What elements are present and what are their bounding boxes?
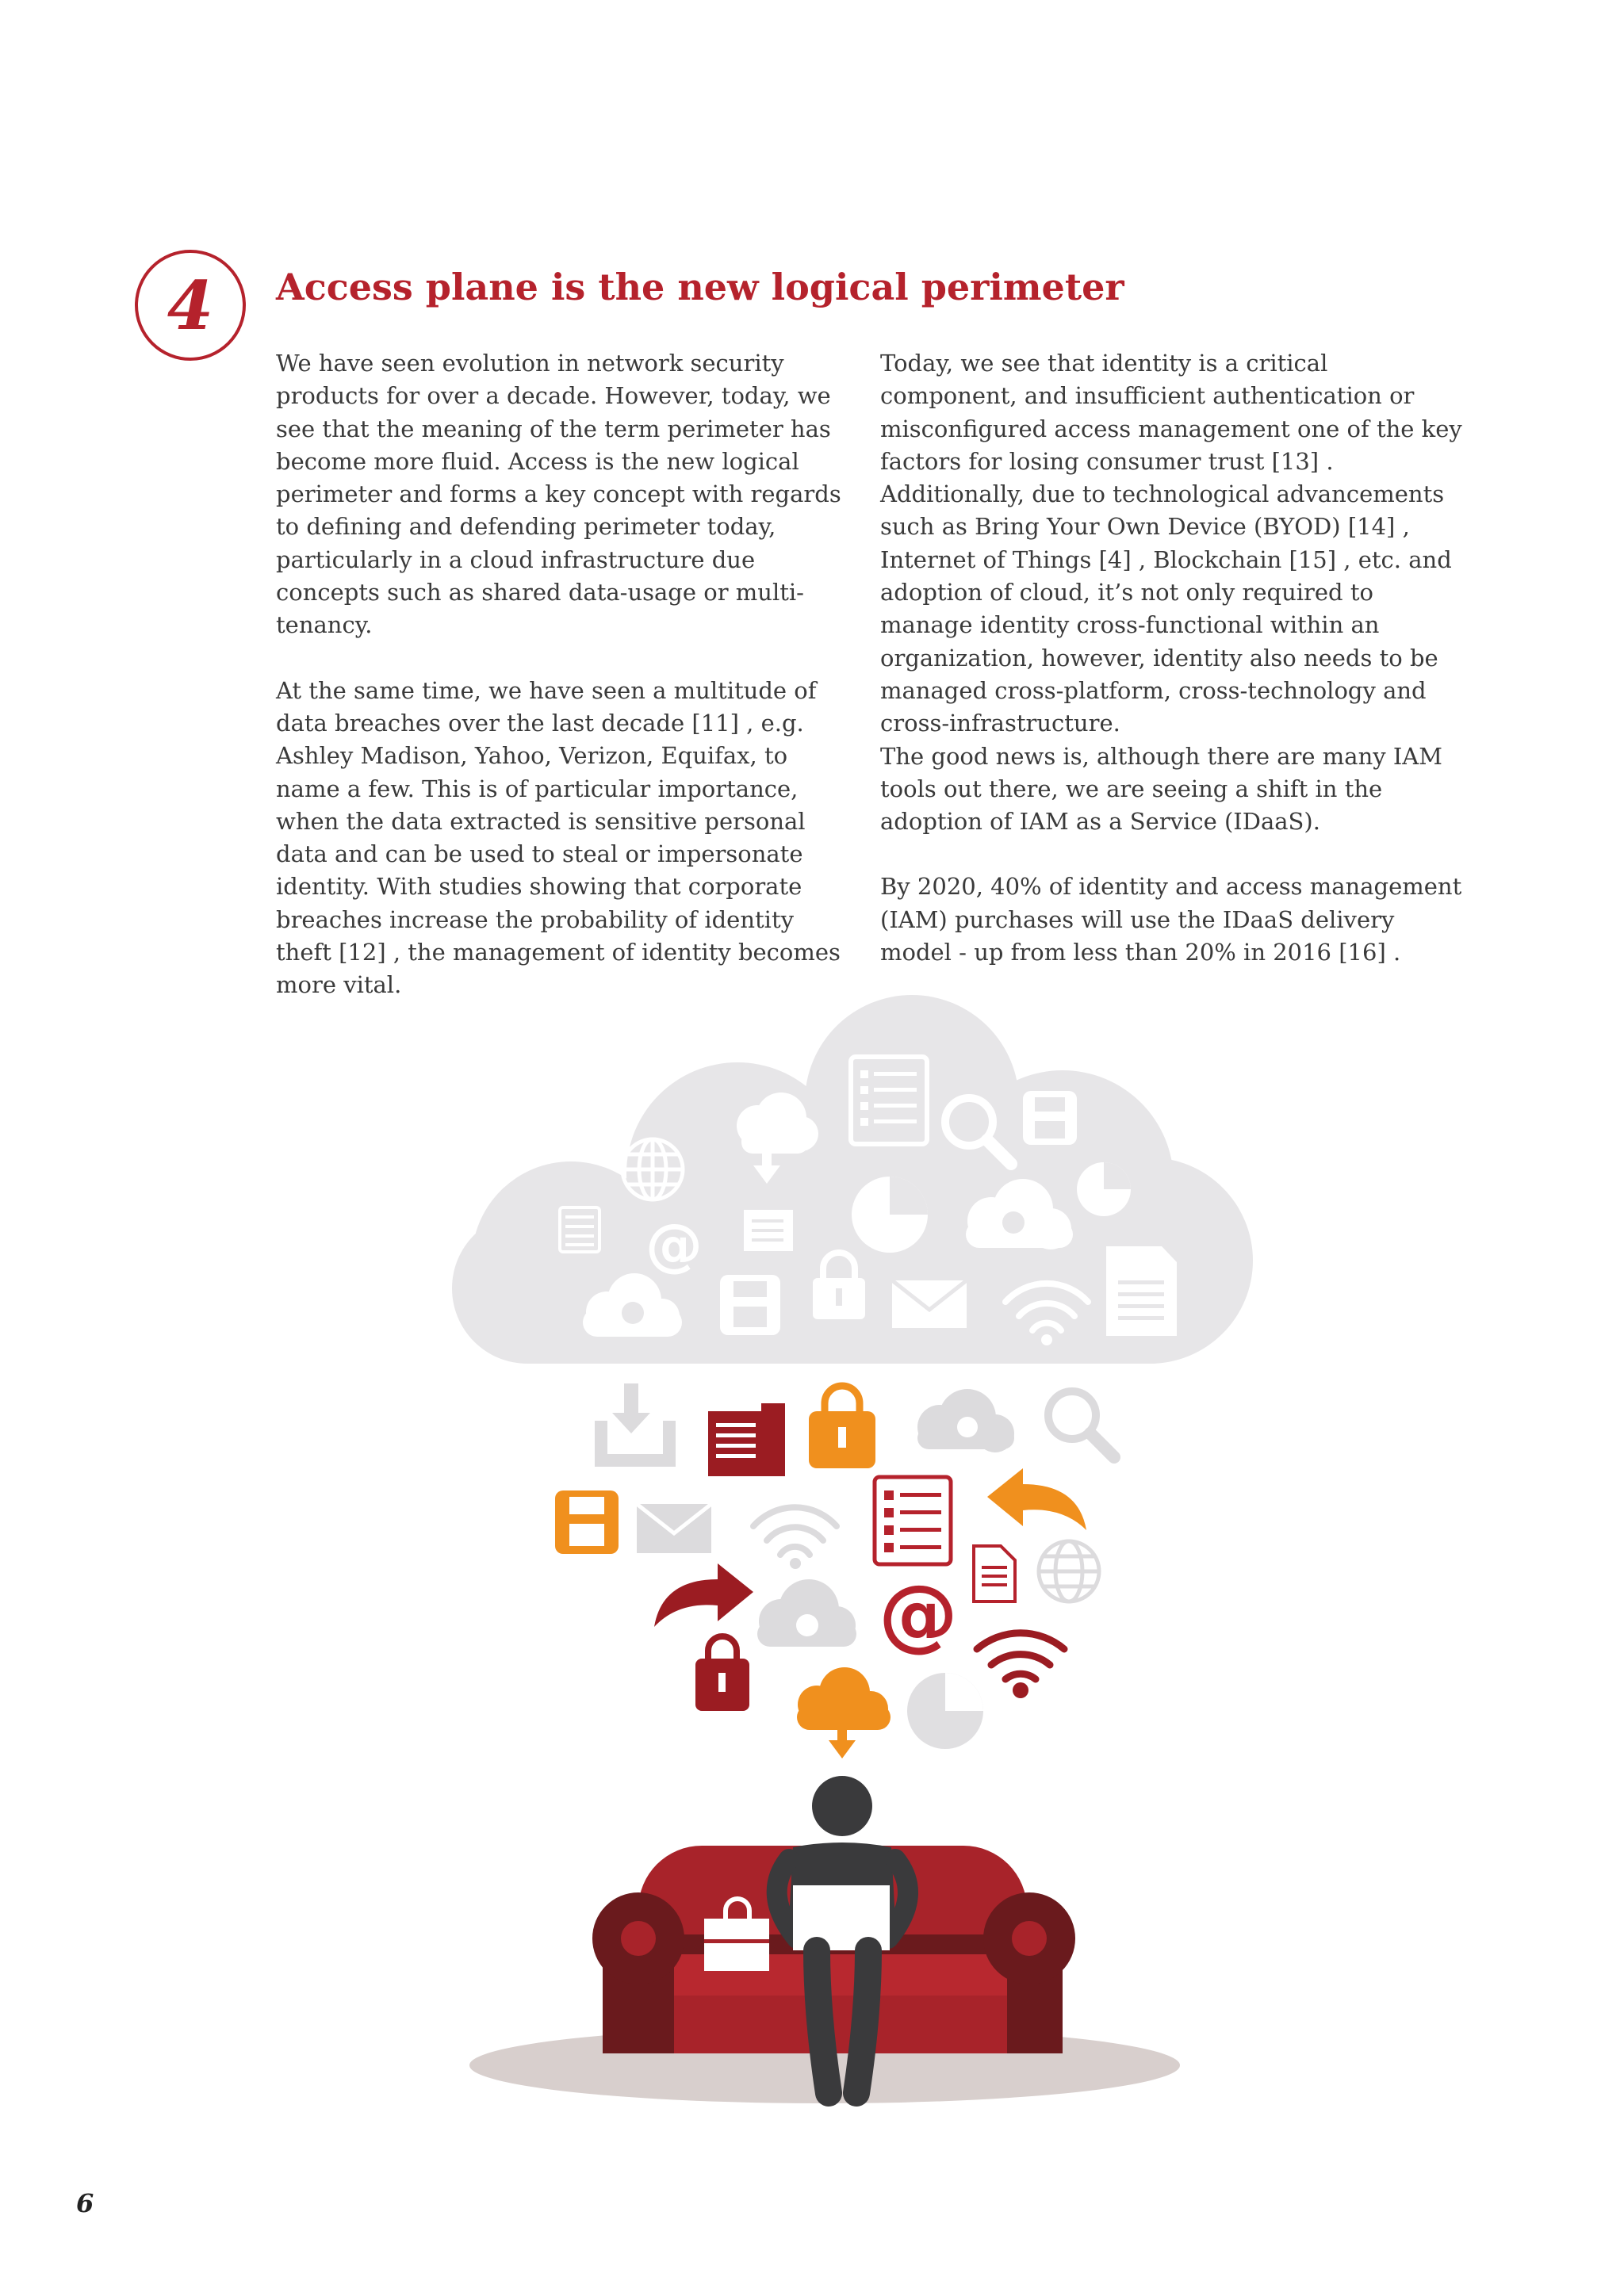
- section-number-badge: [135, 250, 246, 361]
- floppy-disk-icon: [720, 1275, 780, 1335]
- pie-chart-icon: [1077, 1162, 1131, 1216]
- download-icon: [595, 1383, 676, 1467]
- pie-chart-icon: [907, 1673, 983, 1749]
- globe-icon: [622, 1139, 683, 1200]
- cloud-gear-icon: [917, 1389, 1014, 1452]
- cloud-identity-illustration: [0, 983, 1624, 2125]
- left-paragraph-1: We have seen evolution in network security products for over a decade. However, today, we see that the meaning of the term perimeter has become more fluid. Access is the new logical perimeter and forms a key concept with regards to defining and defending perimeter today, particularly in a cloud infrastructure due concepts such as shared data-usage or multi-tenancy.: [276, 350, 841, 639]
- section-number: 4: [167, 266, 214, 345]
- reply-arrow-icon: [987, 1468, 1086, 1530]
- wifi-icon: [977, 1633, 1064, 1698]
- wifi-icon: [753, 1507, 837, 1569]
- cloud-download-icon: [797, 1667, 891, 1758]
- floppy-disk-icon: [1023, 1091, 1077, 1145]
- section-title: Access plane is the new logical perimeter: [276, 266, 1124, 308]
- search-icon: [1048, 1391, 1114, 1457]
- at-sign-icon: @: [645, 1211, 703, 1278]
- document-icon: [744, 1210, 793, 1251]
- right-paragraph-1: Today, we see that identity is a critical component, and insufficient authentication or misconfigured access management one of the key factors for losing consumer trust [13] . Additionally, due to technological advancements such as Bring Your Own Device (BYOD) [14] , Internet of Things [4] , Blockchain [15] , etc. and adoption of cloud, it’s not only required to manage identity cross-functional within an organization, however, identity also needs to be managed cross-platform, cross-technology and cross-infrastructure.: [880, 350, 1462, 737]
- right-paragraph-2: The good news is, although there are many IAM tools out there, we are seeing a shift in the adoption of IAM as a Service (IDaaS).: [880, 742, 1442, 836]
- padlock-icon: [695, 1636, 749, 1711]
- left-column: [276, 347, 855, 1002]
- list-icon: [875, 1477, 951, 1564]
- envelope-icon: [637, 1504, 711, 1553]
- cloud-gear-icon: [757, 1579, 856, 1647]
- document-icon: [708, 1403, 785, 1476]
- page-number: 6: [76, 2188, 94, 2218]
- envelope-icon: [892, 1280, 967, 1328]
- right-column: [880, 347, 1471, 969]
- padlock-icon: [809, 1386, 875, 1468]
- left-paragraph-2: At the same time, we have seen a multitude of data breaches over the last decade [11] , e.g. Ashley Madison, Yahoo, Verizon, Equifax, to name a few. This is of particular importance, when the data extracted is sensitive personal data and can be used to steal or impersonate identity. With studies showing that corporate breaches increase the probability of identity theft [12] , the management of identity becomes more vital.: [276, 676, 841, 999]
- globe-icon: [1039, 1541, 1099, 1601]
- document-icon: [974, 1546, 1015, 1601]
- at-sign-icon: @: [879, 1567, 958, 1660]
- forward-arrow-icon: [654, 1563, 753, 1627]
- pie-chart-icon: [852, 1177, 928, 1253]
- document-icon: [1106, 1246, 1177, 1336]
- floppy-disk-icon: [555, 1490, 619, 1554]
- right-paragraph-3: By 2020, 40% of identity and access management (IAM) purchases will use the IDaaS delivery model - up from less than 20% in 2016 [16] .: [880, 873, 1462, 966]
